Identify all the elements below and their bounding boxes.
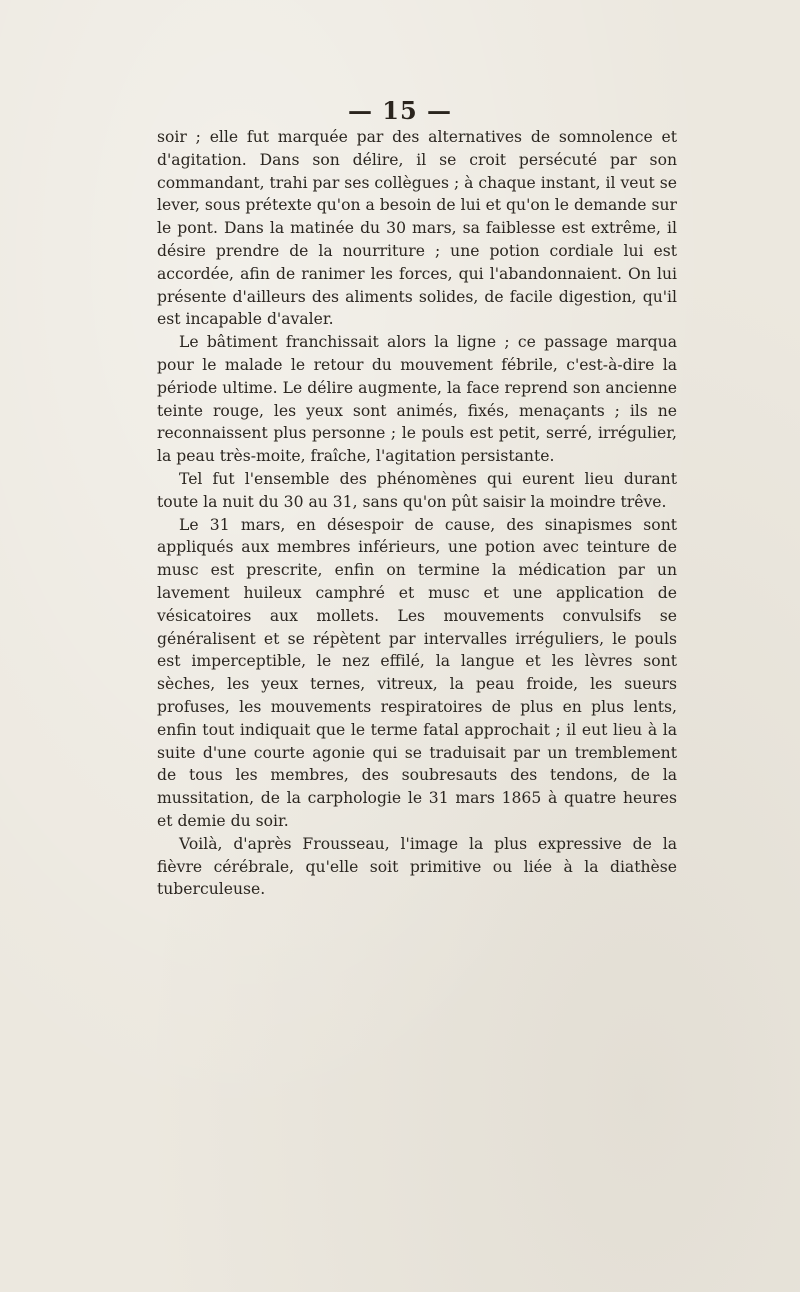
paragraph: Le bâtiment franchissait alors la ligne ; ce passage marqua pour le malade le retour du mouvement fébrile, c'est-à-dire la période ultime. Le délire augmente, la face reprend son ancienne teinte rouge, les yeux sont animés, fixés, menaçants ; ils ne reconnaissent plus personne ; le pouls est petit, serré, irrégulier, la peau très-moite, fraîche, l'agitation persistante. bbox=[157, 333, 677, 466]
body-text bbox=[157, 126, 677, 901]
page-number: — 15 — bbox=[347, 96, 453, 125]
paragraph: Voilà, d'après Frousseau, l'image la plus expressive de la fièvre cérébrale, qu'elle soit primitive ou liée à la diathèse tuberculeuse. bbox=[157, 834, 677, 899]
paragraph: soir ; elle fut marquée par des alternatives de somnolence et d'agitation. Dans son délire, il se croit persécuté par son commandant, trahi par ses collègues ; à chaque instant, il veut se lever, sous prétexte qu'on a besoin de lui et qu'on le demande sur le pont. Dans la matinée du 30 mars, sa faiblesse est extrême, il désire prendre de la nourriture ; une potion cordiale lui est accordée, afin de ranimer les forces, qui l'abandonnaient. On lui présente d'ailleurs des aliments solides, de facile digestion, qu'il est incapable d'avaler. bbox=[157, 128, 677, 329]
paragraph: Tel fut l'ensemble des phénomènes qui eurent lieu durant toute la nuit du 30 au 31, sans qu'on pût saisir la moindre trêve. bbox=[157, 469, 677, 511]
paragraph: Le 31 mars, en désespoir de cause, des sinapismes sont appliqués aux membres inférieurs, une potion avec teinture de musc est prescrite, enfin on termine la médication par un lavement huileux camphré et musc et une application de vésicatoires aux mollets. Les mouvements convulsifs se généralisent et se répètent par intervalles irréguliers, le pouls est imperceptible, le nez effilé, la langue et les lèvres sont sèches, les yeux ternes, vitreux, la peau froide, les sueurs profuses, les mouvements respiratoires de plus en plus lents, enfin tout indiquait que le terme fatal approchait ; il eut lieu à la suite d'une courte agonie qui se traduisait par un tremblement de tous les membres, des soubresauts des tendons, de la mussitation, de la carphologie le 31 mars 1865 à quatre heures et demie du soir. bbox=[157, 515, 677, 830]
